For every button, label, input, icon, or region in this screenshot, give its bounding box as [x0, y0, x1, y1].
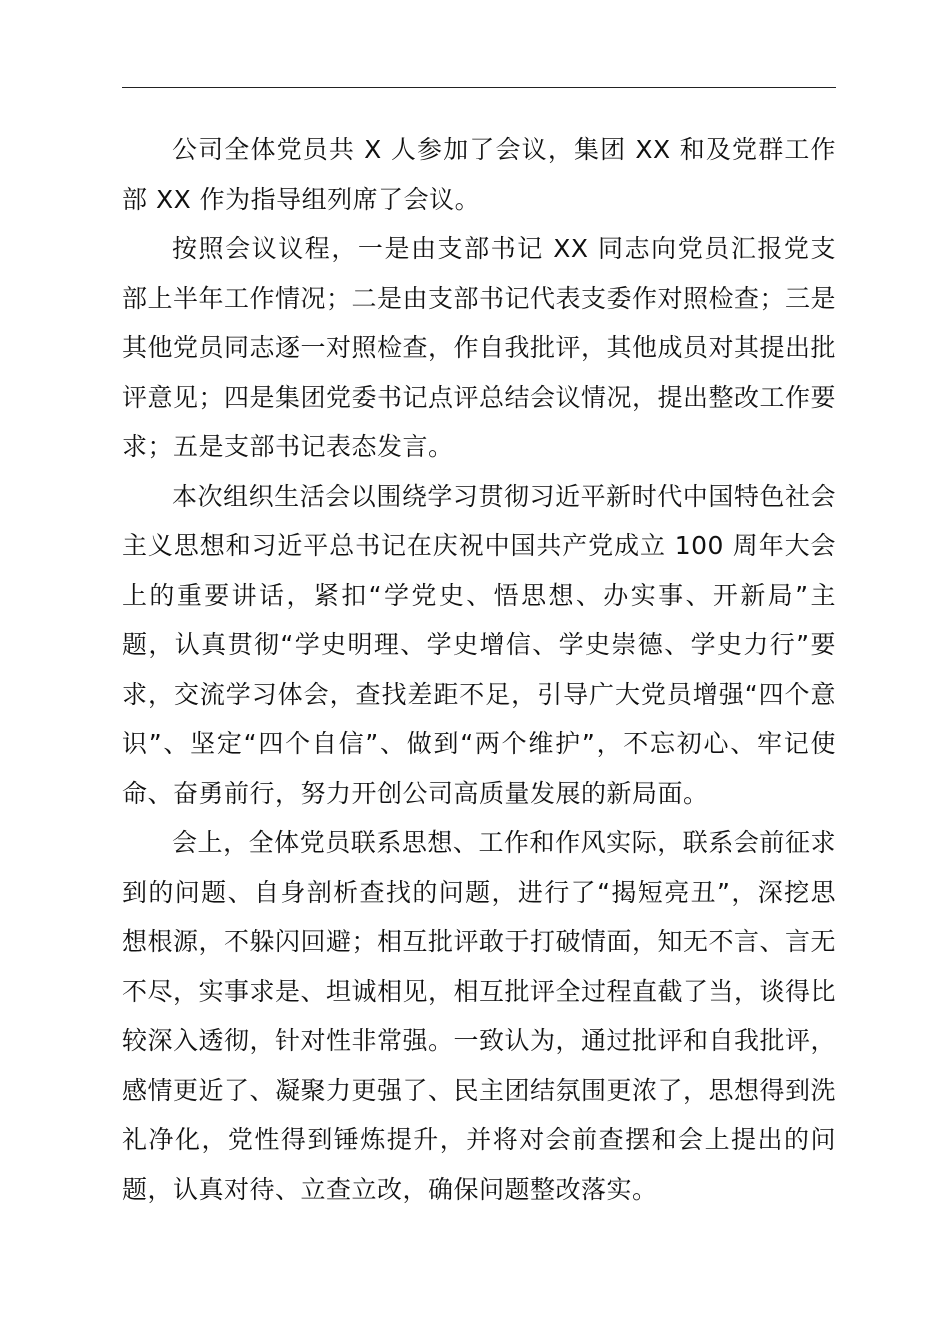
paragraph-theme: 本次组织生活会以围绕学习贯彻习近平新时代中国特色社会主义思想和习近平总书记在庆祝中国共产党成立 100 周年大会上的重要讲话，紧扣“学党史、悟思想、办实事、开新局”主题，认真贯彻“学史明理、学史增信、学史崇德、学史力行”要求，交流学习体会，查找差距不足，引导广大党员增强“四个意识”、坚定“四个自信”、做到“两个维护”，不忘初心、牢记使命、奋勇前行，努力开创公司高质量发展的新局面。 [122, 481, 836, 808]
paragraph-discussion: 会上，全体党员联系思想、工作和作风实际，联系会前征求到的问题、自身剖析查找的问题，进行了“揭短亮丑”，深挖思想根源，不躲闪回避；相互批评敢于打破情面，知无不言、言无不尽，实事求是、坦诚相见，相互批评全过程直截了当，谈得比较深入透彻，针对性非常强。一致认为，通过批评和自我批评，感情更近了、凝聚力更强了、民主团结氛围更浓了，思想得到洗礼净化，党性得到锤炼提升，并将对会前查摆和会上提出的问题，认真对待、立查立改，确保问题整改落实。 [122, 828, 837, 1204]
paragraph-attendance: 公司全体党员共 X 人参加了会议，集团 XX 和及党群工作部 XX 作为指导组列席了会议。 [122, 135, 836, 214]
paragraph-agenda: 按照会议议程，一是由支部书记 XX 同志向党员汇报党支部上半年工作情况；二是由支部书记代表支委作对照检查；三是其他党员同志逐一对照检查，作自我批评，其他成员对其提出批评意见；四是集团党委书记点评总结会议情况，提出整改工作要求；五是支部书记表态发言。 [122, 234, 837, 461]
header-rule [122, 87, 836, 88]
document-body [122, 125, 836, 1214]
